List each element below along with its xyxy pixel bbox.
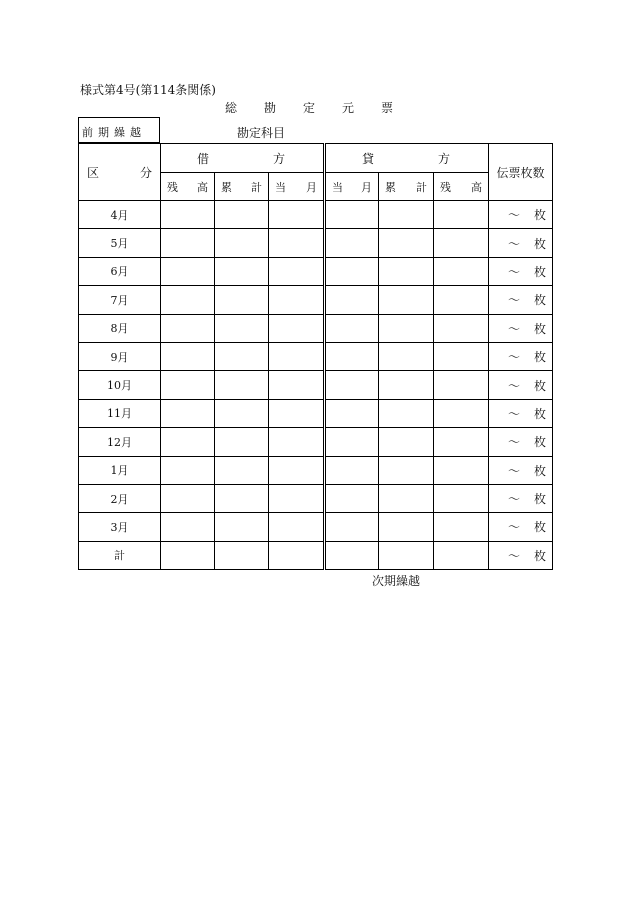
- month-cell: 3月: [79, 513, 161, 541]
- debit-balance-header: 残 高: [161, 173, 215, 201]
- amount-cell[interactable]: [269, 456, 325, 484]
- slip-cell[interactable]: 〜 枚: [489, 541, 553, 569]
- slip-cell[interactable]: 〜 枚: [489, 513, 553, 541]
- amount-cell[interactable]: [434, 399, 489, 427]
- amount-cell[interactable]: [269, 342, 325, 370]
- amount-cell[interactable]: [215, 201, 269, 229]
- amount-cell[interactable]: [325, 201, 379, 229]
- amount-cell[interactable]: [325, 229, 379, 257]
- amount-cell[interactable]: [161, 513, 215, 541]
- table-row: [79, 484, 553, 512]
- amount-cell[interactable]: [325, 371, 379, 399]
- amount-cell[interactable]: [269, 314, 325, 342]
- amount-cell[interactable]: [215, 314, 269, 342]
- amount-cell[interactable]: [434, 342, 489, 370]
- amount-cell[interactable]: [215, 342, 269, 370]
- slip-cell[interactable]: 〜 枚: [489, 484, 553, 512]
- amount-cell[interactable]: [269, 371, 325, 399]
- slip-cell[interactable]: 〜 枚: [489, 456, 553, 484]
- amount-cell[interactable]: [434, 428, 489, 456]
- prev-carry-label: 前期繰越: [82, 126, 146, 139]
- amount-cell[interactable]: [434, 484, 489, 512]
- amount-cell[interactable]: [269, 484, 325, 512]
- slip-cell[interactable]: 〜 枚: [489, 399, 553, 427]
- amount-cell[interactable]: [269, 286, 325, 314]
- credit-cumulative-header: 累 計: [379, 173, 434, 201]
- slip-cell[interactable]: 〜 枚: [489, 428, 553, 456]
- amount-cell[interactable]: [379, 456, 434, 484]
- month-cell: 2月: [79, 484, 161, 512]
- amount-cell[interactable]: [161, 201, 215, 229]
- amount-cell[interactable]: [215, 399, 269, 427]
- slip-cell[interactable]: 〜 枚: [489, 257, 553, 285]
- debit-current-header: 当 月: [269, 173, 325, 201]
- month-cell: 1月: [79, 456, 161, 484]
- month-cell: 5月: [79, 229, 161, 257]
- credit-balance-header: 残 高: [434, 173, 489, 201]
- amount-cell[interactable]: [215, 428, 269, 456]
- amount-cell[interactable]: [325, 541, 379, 569]
- slip-cell[interactable]: 〜 枚: [489, 342, 553, 370]
- amount-cell[interactable]: [269, 428, 325, 456]
- debit-header: 借 方: [161, 144, 325, 173]
- amount-cell[interactable]: [379, 257, 434, 285]
- slip-cell[interactable]: 〜 枚: [489, 201, 553, 229]
- amount-cell[interactable]: [269, 399, 325, 427]
- amount-cell[interactable]: [325, 513, 379, 541]
- amount-cell[interactable]: [434, 456, 489, 484]
- amount-cell[interactable]: [325, 257, 379, 285]
- table-row: [79, 229, 553, 257]
- account-label: 勘定科目: [237, 126, 286, 140]
- amount-cell[interactable]: [161, 286, 215, 314]
- table-row: [79, 371, 553, 399]
- amount-cell[interactable]: [325, 399, 379, 427]
- form-number: 様式第4号(第114条関係): [80, 83, 216, 97]
- amount-cell[interactable]: [269, 201, 325, 229]
- amount-cell[interactable]: [379, 399, 434, 427]
- table-row: [79, 257, 553, 285]
- amount-cell[interactable]: [161, 257, 215, 285]
- table-row: [79, 428, 553, 456]
- credit-header: 貸 方: [325, 144, 489, 173]
- table-row: [79, 456, 553, 484]
- amount-cell[interactable]: [434, 371, 489, 399]
- amount-cell[interactable]: [379, 342, 434, 370]
- amount-cell[interactable]: [215, 229, 269, 257]
- table-row: [79, 342, 553, 370]
- amount-cell[interactable]: [161, 314, 215, 342]
- slip-cell[interactable]: 〜 枚: [489, 229, 553, 257]
- amount-cell[interactable]: [269, 229, 325, 257]
- category-header: 区 分: [79, 144, 161, 201]
- amount-cell[interactable]: [161, 342, 215, 370]
- table-row: [79, 286, 553, 314]
- next-carry-label: 次期繰越: [372, 574, 421, 588]
- amount-cell[interactable]: [161, 541, 215, 569]
- amount-cell[interactable]: [325, 342, 379, 370]
- ledger-table: [78, 143, 553, 570]
- amount-cell[interactable]: [434, 314, 489, 342]
- amount-cell[interactable]: [379, 541, 434, 569]
- month-cell: 7月: [79, 286, 161, 314]
- amount-cell[interactable]: [269, 513, 325, 541]
- amount-cell[interactable]: [161, 229, 215, 257]
- amount-cell[interactable]: [379, 314, 434, 342]
- amount-cell[interactable]: [434, 513, 489, 541]
- amount-cell[interactable]: [269, 541, 325, 569]
- amount-cell[interactable]: [161, 371, 215, 399]
- amount-cell[interactable]: [325, 314, 379, 342]
- amount-cell[interactable]: [215, 286, 269, 314]
- amount-cell[interactable]: [434, 229, 489, 257]
- month-cell: 9月: [79, 342, 161, 370]
- slip-count-header: 伝票枚数: [489, 144, 553, 201]
- amount-cell[interactable]: [434, 286, 489, 314]
- table-row: [79, 399, 553, 427]
- month-cell: 計: [79, 541, 161, 569]
- amount-cell[interactable]: [379, 484, 434, 512]
- slip-cell[interactable]: 〜 枚: [489, 314, 553, 342]
- amount-cell[interactable]: [215, 541, 269, 569]
- amount-cell[interactable]: [161, 484, 215, 512]
- amount-cell[interactable]: [215, 371, 269, 399]
- amount-cell[interactable]: [215, 456, 269, 484]
- amount-cell[interactable]: [161, 399, 215, 427]
- month-cell: 10月: [79, 371, 161, 399]
- month-cell: 4月: [79, 201, 161, 229]
- form-title: 総勘定元票: [225, 101, 421, 115]
- credit-current-header: 当 月: [325, 173, 379, 201]
- amount-cell[interactable]: [379, 371, 434, 399]
- amount-cell[interactable]: [379, 428, 434, 456]
- amount-cell[interactable]: [434, 201, 489, 229]
- amount-cell[interactable]: [161, 456, 215, 484]
- month-cell: 12月: [79, 428, 161, 456]
- slip-cell[interactable]: 〜 枚: [489, 286, 553, 314]
- amount-cell[interactable]: [325, 484, 379, 512]
- amount-cell[interactable]: [215, 513, 269, 541]
- amount-cell[interactable]: [379, 286, 434, 314]
- month-cell: 8月: [79, 314, 161, 342]
- amount-cell[interactable]: [325, 456, 379, 484]
- amount-cell[interactable]: [434, 541, 489, 569]
- amount-cell[interactable]: [269, 257, 325, 285]
- amount-cell[interactable]: [215, 257, 269, 285]
- amount-cell[interactable]: [379, 229, 434, 257]
- amount-cell[interactable]: [215, 484, 269, 512]
- amount-cell[interactable]: [379, 201, 434, 229]
- table-row: [79, 314, 553, 342]
- table-row: [79, 541, 553, 569]
- amount-cell[interactable]: [379, 513, 434, 541]
- debit-cumulative-header: 累 計: [215, 173, 269, 201]
- amount-cell[interactable]: [434, 257, 489, 285]
- amount-cell[interactable]: [325, 286, 379, 314]
- month-cell: 6月: [79, 257, 161, 285]
- slip-cell[interactable]: 〜 枚: [489, 371, 553, 399]
- table-row: [79, 513, 553, 541]
- table-row: [79, 201, 553, 229]
- header-row: [79, 144, 553, 173]
- amount-cell[interactable]: [325, 428, 379, 456]
- amount-cell[interactable]: [161, 428, 215, 456]
- month-cell: 11月: [79, 399, 161, 427]
